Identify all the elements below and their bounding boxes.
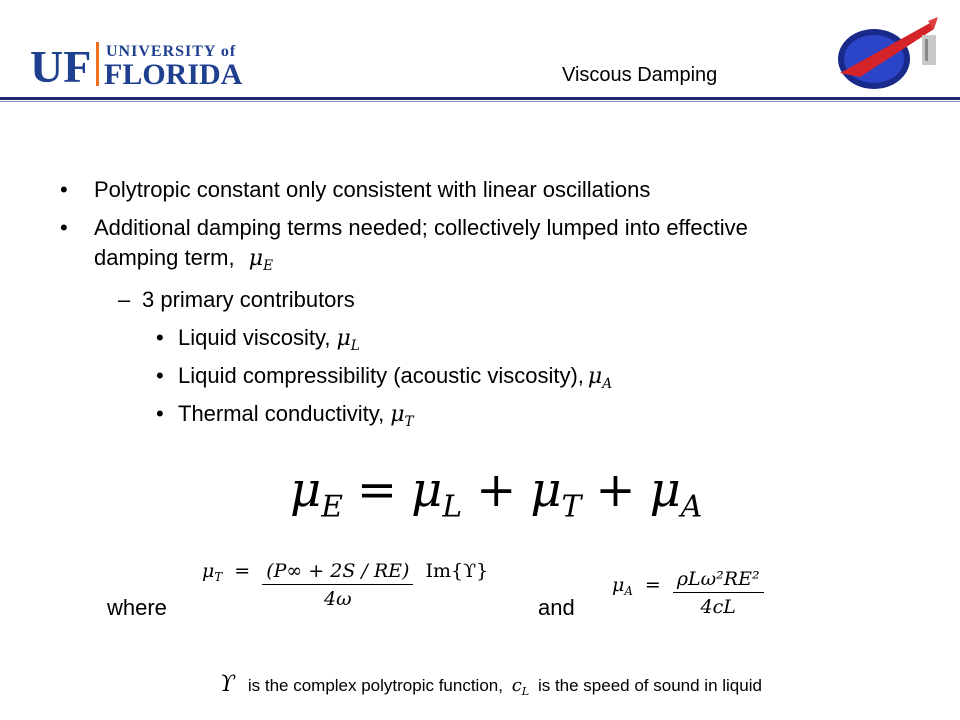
slide-title: Viscous Damping bbox=[562, 64, 718, 86]
mu-t-numerator: (P∞ + 2S / RE) bbox=[266, 560, 410, 582]
rocket-emblem-icon bbox=[830, 15, 940, 93]
bullet-2-continuation bbox=[94, 243, 273, 281]
where-label: where bbox=[107, 595, 167, 620]
damping-sum-equation: $\mu_E = \mu_L + \mu_T + \mu_A$ bbox=[290, 462, 703, 525]
header-divider bbox=[0, 97, 960, 100]
sub-bullet-contributors-text: 3 primary contributors bbox=[142, 287, 355, 312]
mu-a-formula: $\mu_A$ = $\frac{\text{ρLω²RE²}}{4cL}$ bbox=[612, 568, 764, 618]
mu-a-denominator: 4cL bbox=[673, 592, 764, 618]
upsilon-definition: is the complex polytropic function, bbox=[247, 676, 503, 695]
logo-university-text: UNIVERSITY of bbox=[106, 43, 237, 60]
c-l-definition: is the speed of sound in liquid bbox=[537, 676, 762, 695]
item-liquid-compressibility-text: Liquid compressibility (acoustic viscosity), bbox=[178, 363, 584, 388]
mu-t-formula: $\mu_T$ = $\frac{(P\infty + 2S / RE)}{4\omega}$ Im{ϒ} bbox=[202, 560, 489, 610]
mu-a-symbol: $\mu_A$ bbox=[587, 364, 613, 392]
university-of-florida-logo bbox=[30, 38, 260, 90]
item-thermal-conductivity-text: Thermal conductivity, bbox=[178, 401, 385, 426]
mu-l-symbol: $\mu_L$ bbox=[336, 326, 360, 354]
logo-uf-text: UF bbox=[30, 41, 92, 90]
bullet-2-text: Additional damping terms needed; collectively lumped into effective bbox=[94, 215, 748, 240]
bullet-2-text-line2: damping term, bbox=[94, 245, 235, 270]
bullet-1-text: Polytropic constant only consistent with linear oscillations bbox=[94, 177, 651, 202]
c-l-symbol: $c_L$ bbox=[511, 675, 530, 698]
and-label: and bbox=[538, 595, 575, 620]
mu-a-numerator: ρLω²RE² bbox=[676, 568, 760, 590]
mu-t-symbol: $\mu_T$ bbox=[390, 402, 414, 430]
symbol-definitions-note bbox=[220, 672, 762, 698]
item-liquid-viscosity-text: Liquid viscosity, bbox=[178, 325, 331, 350]
logo-florida-text: FLORIDA bbox=[104, 58, 243, 90]
mu-e-symbol: $\mu_E$ bbox=[248, 246, 274, 274]
header-divider-thin bbox=[0, 101, 960, 102]
upsilon-symbol: ϒ bbox=[220, 672, 236, 697]
mu-t-im-term: Im{ϒ} bbox=[425, 560, 489, 582]
mu-t-denominator: 4ω bbox=[262, 584, 413, 610]
